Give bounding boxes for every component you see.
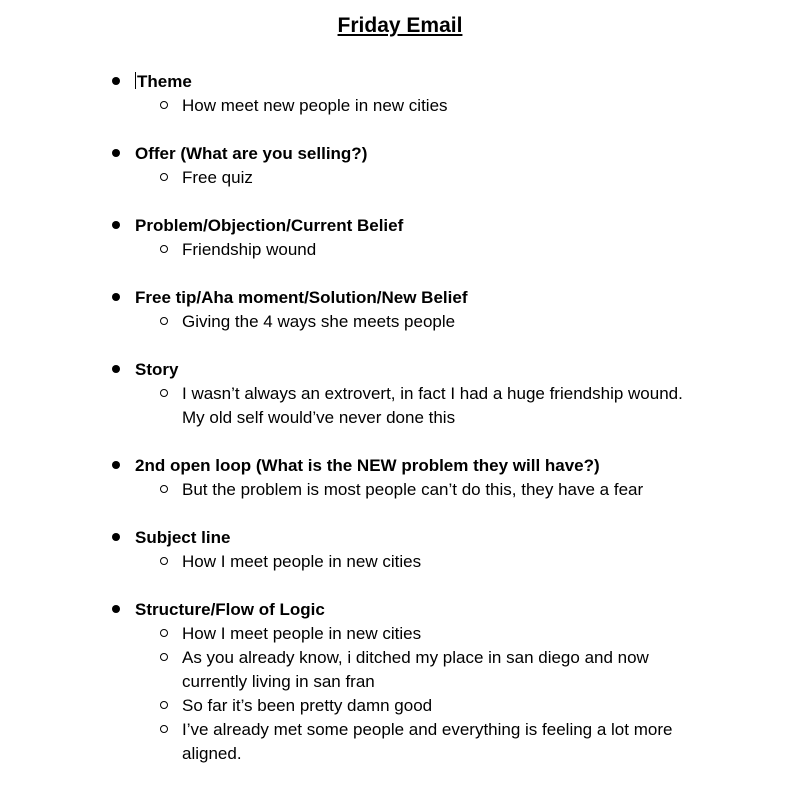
bullet-dot-icon	[112, 293, 120, 301]
list-item-offer	[0, 142, 800, 190]
bullet-dot-icon	[112, 77, 120, 85]
bullet-circle-icon	[160, 629, 168, 637]
list-item-problem	[0, 214, 800, 262]
sub-item-text[interactable]: So far it’s been pretty damn good	[182, 696, 433, 715]
sub-item	[0, 382, 800, 430]
sub-item	[0, 694, 800, 718]
sub-item	[0, 622, 800, 646]
bullet-dot-icon	[112, 533, 120, 541]
list-item-subject-line	[0, 526, 800, 574]
bullet-circle-icon	[160, 101, 168, 109]
sub-item-text[interactable]: But the problem is most people can’t do this, they have a fear	[182, 480, 644, 499]
bullet-dot-icon	[112, 461, 120, 469]
sub-item-text[interactable]: How I meet people in new cities	[182, 552, 422, 571]
sub-item	[0, 238, 800, 262]
sub-item-text[interactable]: Free quiz	[182, 168, 253, 187]
section-heading[interactable]: Free tip/Aha moment/Solution/New Belief	[135, 288, 468, 307]
bullet-dot-icon	[112, 149, 120, 157]
bullet-circle-icon	[160, 653, 168, 661]
section-heading[interactable]: Problem/Objection/Current Belief	[135, 216, 404, 235]
list-item-open-loop	[0, 454, 800, 502]
bullet-dot-icon	[112, 365, 120, 373]
text-cursor	[135, 72, 136, 89]
section-heading[interactable]: Story	[135, 360, 179, 379]
bullet-circle-icon	[160, 173, 168, 181]
section-heading[interactable]: Offer (What are you selling?)	[135, 144, 368, 163]
outline-list	[0, 70, 800, 790]
sub-item	[0, 166, 800, 190]
sub-item-text[interactable]: How I meet people in new cities	[182, 624, 422, 643]
list-item-theme	[0, 70, 800, 118]
sub-item	[0, 310, 800, 334]
sub-item	[0, 646, 800, 694]
sub-item-text[interactable]: Giving the 4 ways she meets people	[182, 312, 456, 331]
section-heading[interactable]	[135, 70, 800, 94]
sub-item-text[interactable]: As you already know, i ditched my place in san diego and now currently living in san fran	[182, 648, 649, 691]
list-item-story	[0, 358, 800, 430]
sub-item-text[interactable]: How meet new people in new cities	[182, 96, 448, 115]
bullet-circle-icon	[160, 389, 168, 397]
bullet-dot-icon	[112, 605, 120, 613]
section-heading[interactable]: 2nd open loop (What is the NEW problem they will have?)	[135, 456, 600, 475]
heading-text: Theme	[137, 72, 192, 91]
bullet-circle-icon	[160, 317, 168, 325]
bullet-circle-icon	[160, 557, 168, 565]
sub-item-text[interactable]: Friendship wound	[182, 240, 317, 259]
sub-item	[0, 718, 800, 766]
sub-item-text[interactable]: I’ve already met some people and everything is feeling a lot more aligned.	[182, 720, 673, 763]
sub-item	[0, 94, 800, 118]
sub-item	[0, 550, 800, 574]
bullet-circle-icon	[160, 701, 168, 709]
bullet-circle-icon	[160, 725, 168, 733]
bullet-circle-icon	[160, 245, 168, 253]
list-item-free-tip	[0, 286, 800, 334]
bullet-circle-icon	[160, 485, 168, 493]
bullet-dot-icon	[112, 221, 120, 229]
sub-item-text[interactable]: I wasn’t always an extrovert, in fact I had a huge friendship wound. My old self would’ve never done this	[182, 384, 683, 427]
section-heading[interactable]: Subject line	[135, 528, 231, 547]
list-item-structure	[0, 598, 800, 766]
section-heading[interactable]: Structure/Flow of Logic	[135, 600, 325, 619]
document-title: Friday Email	[337, 14, 463, 37]
sub-item	[0, 478, 800, 502]
